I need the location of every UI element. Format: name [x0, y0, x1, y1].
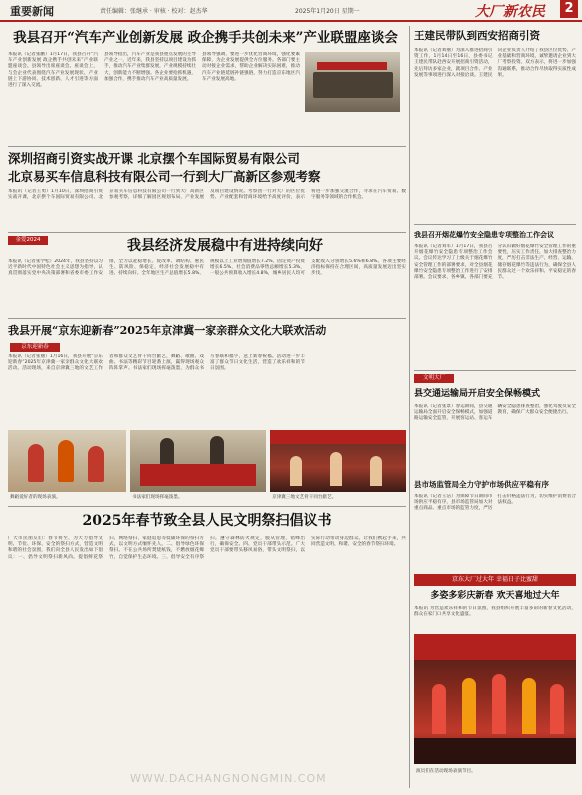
article1-body-col2: 县领导指出，汽车产业是我县重点发展的主导产业之一，近年来，我县坚持以项目建设为抓手，推动汽车产业集群发展，产业规模持续壮大，创新能力不断增强。各企业要抢抓机遇，加强合作，携手推动汽车产业高质量发展。 [104, 52, 196, 82]
cultural-banner: 京东迎新春 [10, 343, 60, 352]
article1-body-col1: 本报讯（记者张鹏）1月17日，我县召开“汽车产业创新发展 政企携手共创未来”产业联盟座谈会。县领导出席座谈会。座谈会上，与会企业代表围绕汽车产业发展现状、产业链上下游协同、技术创新、人才引进等方面进行了深入交流。 [8, 52, 98, 89]
festival-headline[interactable]: 多姿多彩庆新春 欢天喜地过大年 [430, 591, 560, 601]
cultural-body: 本报讯（记者张丽）1月16日，我县开展“京东迎新春”2025年京津冀一家亲群众文化大联欢活动。活动现场，来自京津冀三地的文艺工作者和群众文艺骨干同台献艺，舞蹈、歌曲、戏曲、书法等精彩节目轮番上演，赢得现场观众阵阵掌声。书法家们现场挥毫泼墨，为群众书写春联和福字，送上新春祝福。活动进一步丰富了群众节日文化生活，营造了欢乐祥和的节日氛围。 [8, 354, 305, 372]
issue-date: 2025年1月20日 星期一 [295, 8, 360, 15]
newspaper-header [0, 0, 582, 22]
right-top-headline[interactable]: 王建民带队到西安招商引资 [414, 30, 540, 42]
right-mid-body: 本报讯（记者刘军）1月17日，我县召开烟花爆竹安全隐患专项整治工作会议。会议传达学习了上级关于烟花爆竹安全管理工作的部署要求，对全县烟花爆竹安全隐患专项整治工作进行了安排部署。会议要求，各乡镇、各部门要充分认识做好烟花爆竹安全管理工作的重要性，压实工作责任，加大排查整治力度，严厉打击非法生产、经营、运输、储存烟花爆竹等违法行为，确保全县人民群众过一个欢乐祥和、平安稳定的春节。 [414, 244, 576, 281]
cultural-photo-calligraphy [130, 430, 266, 492]
initiative-body: 广大市民朋友们：春节将至，为大力倡导文明、节俭、环保、安全的祭扫方式，营造文明和谐的社会氛围，我们向全县人民发出如下倡议：一、倡导文明祭扫新风尚。提倡鲜花祭扫、网络祭扫、家庭追思等低碳环保的祭扫方式，以文明方式缅怀先人。二、倡导绿色环保祭扫。不在公共场所焚烧纸钱，不燃放烟花爆竹，自觉保护生态环境。三、倡导安全有序祭扫。遵守森林防火规定，服从管理，错峰出行，确保安全。四、党员干部带头示范。广大党员干部要带头移风易俗，带头文明祭扫，以实际行动带动身边群众。让我们携起手来，共同营造文明、和谐、安全的春节祭扫环境。 [8, 536, 406, 560]
newspaper-logo: 大厂新农民 [475, 4, 545, 20]
article1-body-col3: 县领导强调，要进一步优化营商环境，强化要素保障，为企业发展提供全方位服务。各部门要主动对接企业需求，帮助企业解决实际困难，推动汽车产业链延链补链强链，努力打造京东地区汽车产业发展高地。 [202, 52, 300, 82]
page-number: 2 [560, 0, 578, 18]
transport-headline[interactable]: 县交通运输局开启安全保畅模式 [414, 389, 541, 399]
market-body: 本报讯（记者王洁）为保障节日期间市场供应平稳有序，县市场监管局加大对重点商品、重点市场的监管力度，严厉打击价格违法行为，切实维护消费者合法权益。 [414, 494, 576, 512]
section-title: 重要新闻 [10, 5, 54, 18]
festival-banner: 京东大厂过大年 幸福日子比蜜甜 [414, 574, 576, 586]
article1-headline[interactable]: 我县召开“汽车产业创新发展 政企携手共创未来”产业联盟座谈会 [13, 30, 398, 46]
right-top-body: 本报讯（记者刘丽）为深入推进招商引资工作，1月14日至16日，县委书记王建民带队赴西安开展招商引资活动，先后拜访多家企业，就项目合作、产业发展等事项进行深入对接洽谈。王建民向企业负责人介绍了我县区位优势、产业基础和营商环境，诚挚邀请企业到大厂考察投资。双方表示，将进一步加强沟通联系，推动合作尽快取得实质性成果。 [414, 48, 576, 78]
editors-line: 责任编辑：张继承 · 审核 · 校对：赵杰华 [100, 8, 208, 15]
caption-calligraphy: 书法家们现场挥毫泼墨。 [132, 495, 183, 500]
economy-headline[interactable]: 我县经济发展稳中有进持续向好 [127, 238, 323, 254]
watermark: WWW.DACHANGNONGMIN.COM [130, 772, 327, 785]
initiative-headline[interactable]: 2025年春节致全县人民文明祭扫倡议书 [82, 513, 332, 529]
festival-caption: 演员们在活动现场表演节目。 [416, 769, 476, 774]
cultural-headline[interactable]: 我县开展“京东迎新春”2025年京津冀一家亲群众文化大联欢活动 [8, 324, 327, 337]
article2-headline-line1[interactable]: 深圳招商引资实战开课 北京摆个车国际贸易有限公司 [8, 151, 300, 166]
article2-headline-line2[interactable]: 北京易买车信息科技有限公司一行到大厂高新区参观考察 [8, 169, 321, 184]
cultural-photo-dance [8, 430, 126, 492]
caption-dance: 舞蹈爱好者的现场表演。 [10, 495, 61, 500]
right-mid-headline[interactable]: 我县召开烟花爆竹安全隐患专项整治工作会议 [414, 230, 554, 239]
economy-tag: 金爱2024 [8, 236, 48, 245]
cultural-photo-stage [270, 430, 406, 492]
transport-body: 本报讯（记者张景）春运期间，县交通运输局全面开启安全保畅模式，加强道路运输安全监管，开展客运站、客运车辆安全隐患排查整治，强化驾驶员安全教育，确保广大群众安全便捷出行。 [414, 404, 576, 422]
economy-body: 本报讯（记者张学松）2024年，我县坚持以习近平新时代中国特色社会主义思想为指导，认真贯彻落实党中央决策部署和省委市委工作安排，全力以赴稳增长、促改革、调结构、惠民生、防风险、保稳定，经济社会发展稳中有进、持续向好。全年地区生产总值增长5.8%，规模以上工业增加值增长7.2%，固定资产投资增长6.5%，社会消费品零售总额增长5.3%，一般公共预算收入增长4.8%，城乡居民人均可支配收入分别增长5.6%和6.8%。各项主要经济指标保持在合理区间，高质量发展迈出坚实步伐。 [8, 259, 406, 277]
festival-body: 本报讯 为营造欢乐祥和的节日氛围，我县组织开展丰富多彩的新春文化活动，群众在家门口共享文化盛宴。 [414, 606, 576, 618]
market-headline[interactable]: 县市场监管局全力守护市场供应平稳有序 [414, 480, 549, 489]
festival-photo [414, 634, 576, 764]
civilization-tag: 文明大厂 [414, 374, 454, 383]
caption-stage: 京津冀三地文艺骨干同台献艺。 [272, 495, 337, 500]
article1-photo [305, 52, 400, 112]
article2-body: 本报讯（记者王勇）1月10日，深圳招商引资实战开课，北京摆个车国际贸易有限公司、北京易买车信息科技有限公司一行到大厂高新区参观考察，详细了解园区规划布局、产业发展及项目建设情况。考察团一行对大厂的区位优势、产业配套和营商环境给予高度评价，表示将进一步加强交流合作，寻求在汽车贸易、数字服务等领域的合作机会。 [8, 189, 406, 201]
